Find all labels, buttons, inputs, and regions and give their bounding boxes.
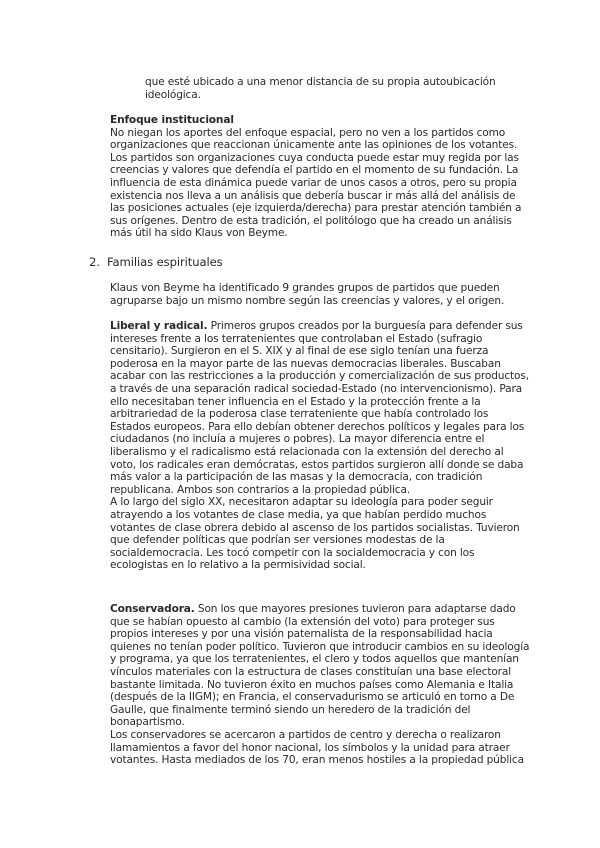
liberal-paragraph xyxy=(110,320,530,496)
conservative-paragraph-2: Los conservadores se acercaron a partidos de centro y derecha o realizaron llamamientos a favor del honor nacional, los símbolos y la unidad para atraer votantes. Hasta mediados de los 70, eran menos hostiles a la propiedad pública xyxy=(110,728,524,767)
conservative-section xyxy=(110,603,530,767)
liberal-heading: Liberal y radical. xyxy=(110,320,208,332)
lead-paragraph: que esté ubicado a una menor distancia de su propia autoubicación ideológica. xyxy=(145,76,496,101)
conservative-heading: Conservadora. xyxy=(110,603,195,615)
institutional-text: No niegan los aportes del enfoque espacial, pero no ven a los partidos como organizaciones que reaccionan únicamente ante las opiniones de los votantes. Los partidos son organizaciones cuya conducta puede estar muy regida por las creencias y valores que defendía el partido en el momento de su fundación. La influencia de esta dinámica puede variar de unos casos a otros, pero su propia existencia nos lleva a un análisis que debería buscar ir más allá del análisis de las posiciones actuales (eje izquierda/derecha) para prestar atención también a sus orígenes. Dentro de esta tradición, el politólogo que ha creado un análisis más útil ha sido Klaus von Beyme. xyxy=(110,126,522,240)
institutional-heading: Enfoque institucional xyxy=(110,114,234,126)
liberal-section xyxy=(110,320,530,572)
section-2-intro: Klaus von Beyme ha identificado 9 grandes grupos de partidos que pueden agruparse bajo un mismo nombre según las creencias y valores, y el origen. xyxy=(110,282,505,307)
section-2-title: Familias espirituales xyxy=(107,255,223,269)
liberal-text: Primeros grupos creados por la burguesía para defender sus intereses frente a los terratenientes que controlaban el Estado (sufragio censitario). Surgieron en el S. XIX y al final de ese siglo tenían una fuerza poderosa en la mayor parte de las nuevas democracias liberales. Buscaban acabar con las restricciones a la producción y comercialización de sus productos, a través de una separación radical sociedad-Estado (no intervencionismo). Para ello necesitaban tener influencia en el Estado y la protección frente a la arbitrariedad de la poderosa clase terrateniente que había controlado los Estados europeos. Para ello debían obtener derechos políticos y legales para los ciudadanos (no incluía a mujeres o pobres). La mayor diferencia entre el liberalismo y el radicalismo está relacionada con la extensión del derecho al voto, los radicales eran demócratas, estos partidos surgieron allí donde se daba más valor a la participación de las masas y la democracia, con tradición republicana. Ambos son contrarios a la propiedad pública. xyxy=(110,320,529,496)
liberal-paragraph-2: A lo largo del siglo XX, necesitaron adaptar su ideología para poder seguir atrayendo a los votantes de clase media, ya que habían perdido muchos votantes de clase obrera debido al ascenso de los partidos socialistas. Tuvieron que defender políticas que podrían ser versiones modestas de la socialdemocracia. Les tocó competir con la socialdemocracia y con los ecologistas en lo relativo a la permisividad social. xyxy=(110,496,520,572)
institutional-section xyxy=(110,114,530,240)
section-2-heading xyxy=(89,255,223,269)
conservative-paragraph xyxy=(110,603,530,729)
conservative-text: Son los que mayores presiones tuvieron para adaptarse dado que se habían opuesto al cambio (la extensión del voto) para proteger sus propios intereses y por una visión paternalista de la responsabilidad hacia quienes no tenían poder político. Tuvieron que introducir cambios en su ideología y programa, ya que los terratenientes, el clero y todos aquellos que mantenían vínculos materiales con la estructura de clases constituían una base electoral bastante limitada. No tuvieron éxito en muchos países como Alemania e Italia (después de la IIGM); en Francia, el conservadurismo se articuló en torno a De Gaulle, que finalmente terminó siendo un heredero de la tradición del bonapartismo. xyxy=(110,603,530,729)
section-2-number: 2. xyxy=(89,255,100,269)
